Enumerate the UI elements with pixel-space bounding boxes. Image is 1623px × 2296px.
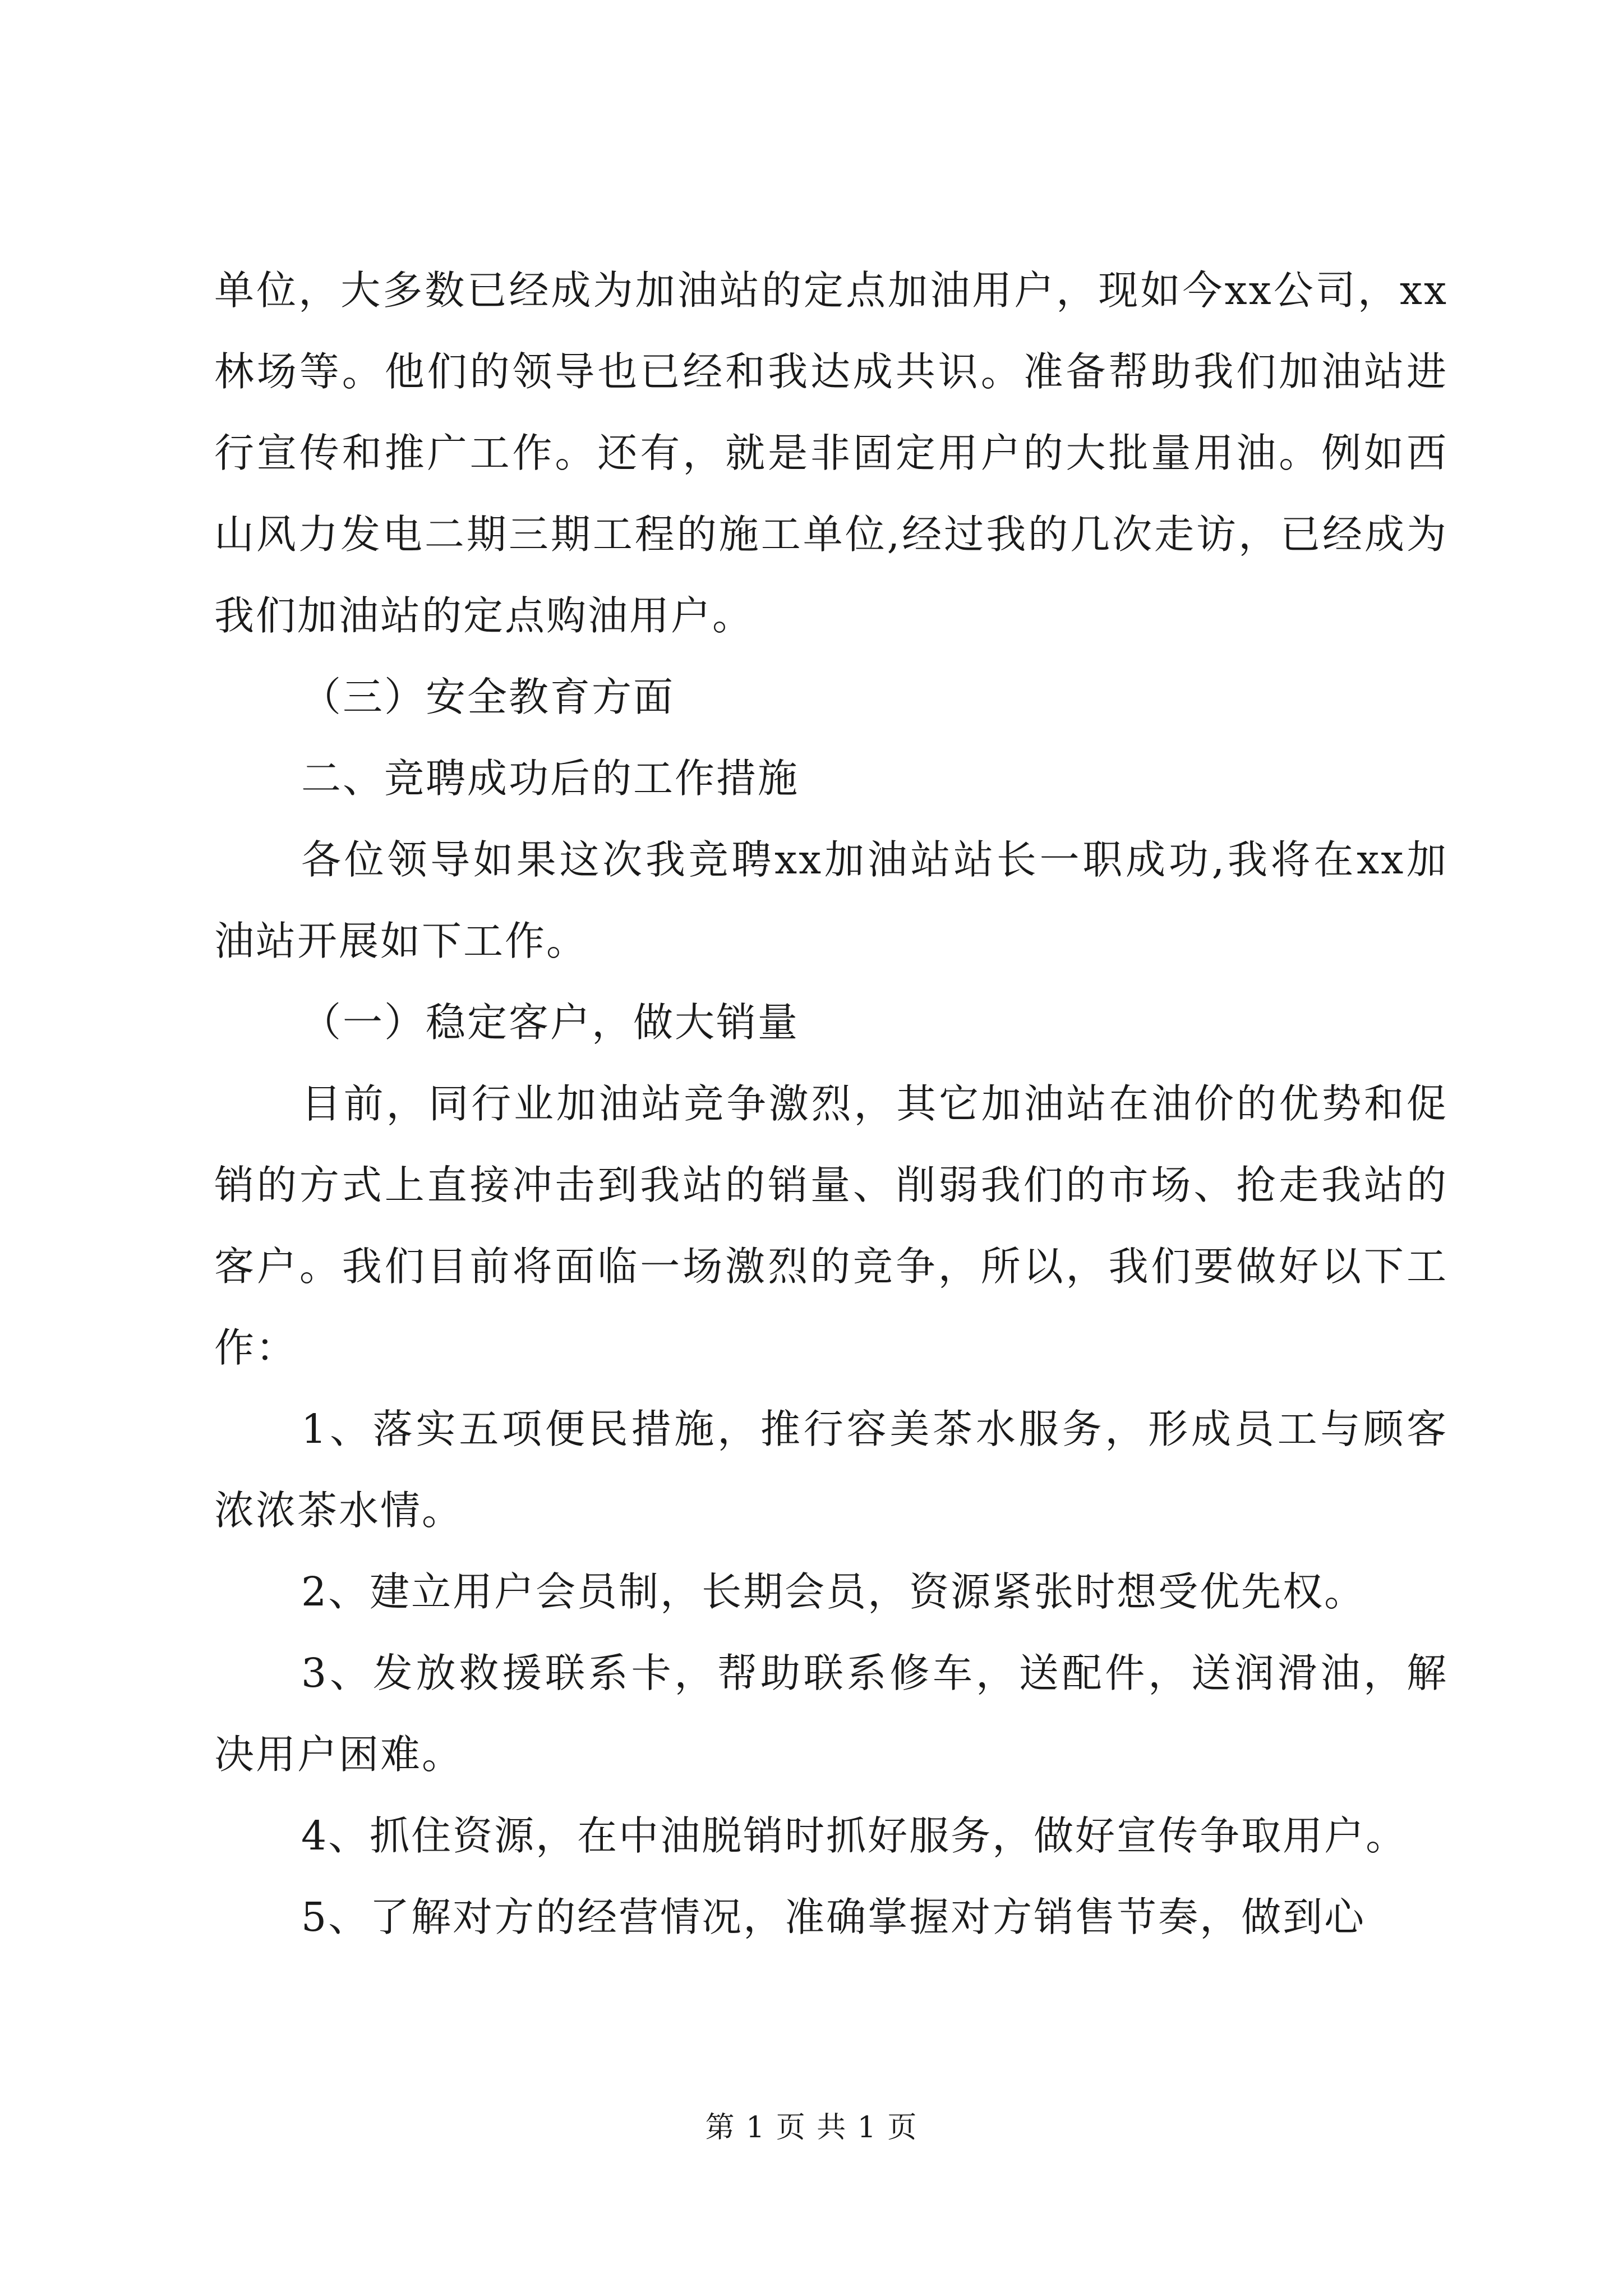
subheading-safety-education: （三）安全教育方面 (301, 674, 675, 720)
list-item-2: 2、建立用户会员制，长期会员，资源紧张时想受优先权。 (301, 1568, 1366, 1615)
document-body (214, 250, 1448, 1958)
list-item-3: 3、发放救援联系卡，帮助联系修车，送配件，送润滑油，解决用户困难。 (214, 1650, 1448, 1778)
list-item-5: 5、了解对方的经营情况，准确掌握对方销售节奏，做到心 (301, 1894, 1366, 1940)
paragraph-competition: 目前，同行业加油站竞争激烈，其它加油站在油价的优势和促销的方式上直接冲击到我站的销量、削弱我们的市场、抢走我站的客户。我们目前将面临一场激烈的竞争，所以，我们要做好以下工作： (214, 1080, 1448, 1371)
paragraph-intro: 各位领导如果这次我竞聘xx加油站站长一职成功,我将在xx加油站开展如下工作。 (214, 836, 1448, 964)
list-item-4: 4、抓住资源，在中油脱销时抓好服务，做好宣传争取用户。 (301, 1812, 1408, 1859)
list-item-1: 1、落实五项便民措施，推行容美茶水服务，形成员工与顾客浓浓茶水情。 (214, 1406, 1448, 1534)
page-footer: 第 1 页 共 1 页 (705, 2111, 918, 2145)
paragraph-continuation: 单位，大多数已经成为加油站的定点加油用户，现如今xx公司，xx林场等。他们的领导也已经和我达成共识。准备帮助我们加油站进行宣传和推广工作。还有，就是非固定用户的大批量用油。例如西山风力发电二期三期工程的施工单位,经过我的几次走访，已经成为我们加油站的定点购油用户。 (214, 267, 1448, 639)
heading-work-measures: 二、竞聘成功后的工作措施 (301, 755, 800, 802)
subheading-stabilize-customers: （一）稳定客户，做大销量 (301, 999, 800, 1046)
